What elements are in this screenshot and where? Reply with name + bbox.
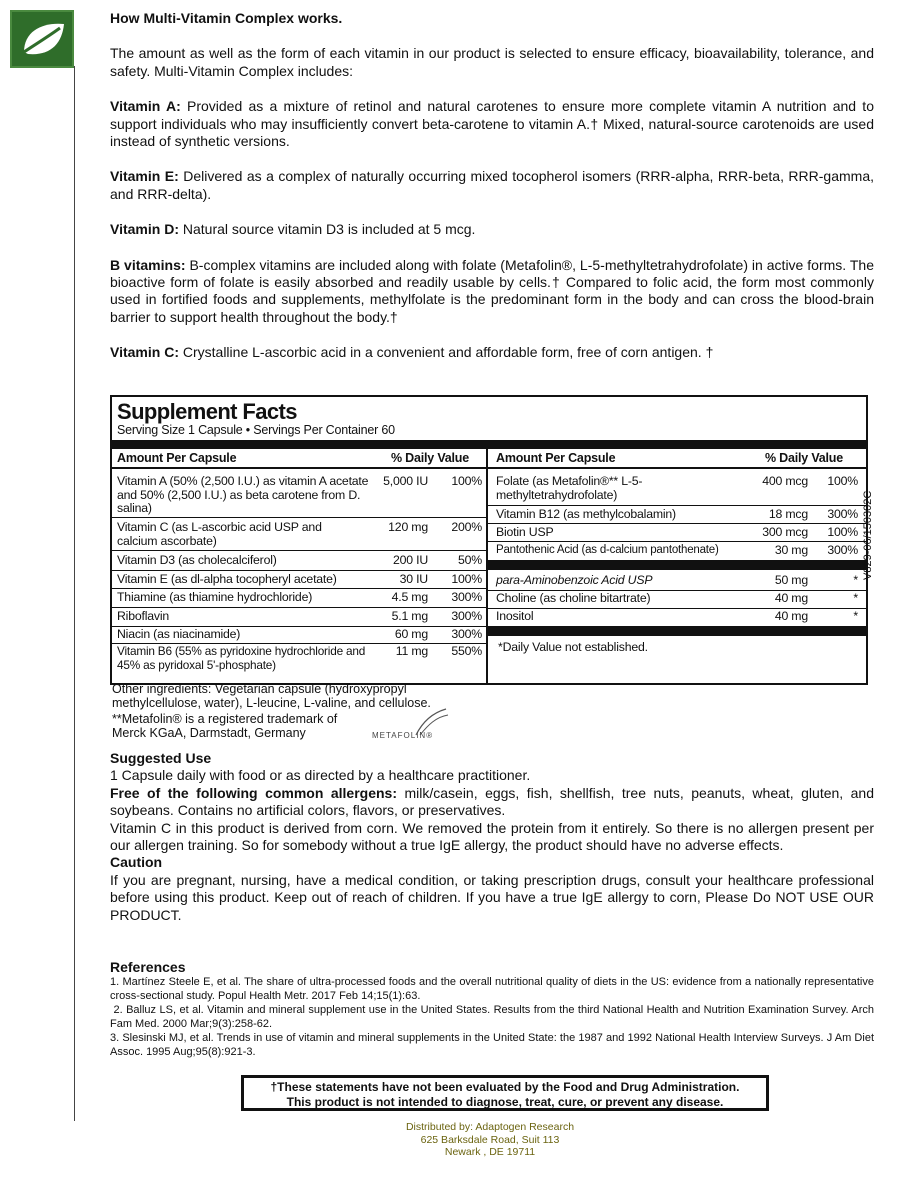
left-row-dv: 550% bbox=[451, 644, 482, 658]
left-col-amount: Amount Per Capsule bbox=[117, 451, 237, 465]
right-col-dv: % Daily Value bbox=[765, 451, 843, 465]
right-row-amount: 50 mg bbox=[774, 573, 808, 587]
right-row-amount: 18 mcg bbox=[768, 507, 808, 521]
supplement-facts-panel bbox=[110, 395, 868, 685]
left-row-name: Thiamine (as thiamine hydrochloride) bbox=[117, 590, 313, 604]
left-row-amount: 60 mg bbox=[394, 627, 428, 641]
right-row-amount: 30 mg bbox=[774, 543, 808, 557]
left-row-dv: 50% bbox=[457, 553, 482, 567]
right-row-amount: 40 mg bbox=[774, 609, 808, 623]
left-row-name: Vitamin C (as L-ascorbic acid USP and calcium ascorbate) bbox=[117, 520, 322, 548]
left-row-dv: 200% bbox=[451, 520, 482, 534]
right-row-amount: 400 mcg bbox=[762, 474, 808, 488]
right-row-name: Choline (as choline bitartrate) bbox=[496, 591, 651, 605]
brand-logo bbox=[10, 10, 74, 68]
left-rule bbox=[74, 66, 75, 1121]
left-row-amount: 5.1 mg bbox=[391, 609, 428, 623]
intro-heading: How Multi-Vitamin Complex works. bbox=[110, 10, 343, 26]
references-heading: References bbox=[110, 959, 186, 975]
other-ingredients: Other ingredients: Vegetarian capsule (hydroxypropyl methylcellulose, water), L-leucine, L-valine, and cellulose. **Metafolin® is a registered trademark of Merck KGaA, Darmstadt, Germany bbox=[112, 682, 431, 740]
b-vitamins-paragraph: B vitamins: B-complex vitamins are included along with folate (Metafolin®, L-5-methyltetrahydrofolate) in active forms. The bioactive form of folate is easily absorbed and readily usable by cells.† Compared to folic acid, the form most commonly used in fortified foods and supplements, methylfolate is the predominant form in the body and can cross the blood-brain barrier to support health throughout the body.† bbox=[110, 256, 874, 325]
right-row-name: para-Aminobenzoic Acid USP bbox=[496, 573, 653, 587]
usage-section bbox=[110, 750, 874, 924]
left-row-name: Niacin (as niacinamide) bbox=[117, 627, 241, 641]
serving-info: Serving Size 1 Capsule • Servings Per Container 60 bbox=[117, 423, 395, 437]
right-row-amount: 300 mcg bbox=[762, 525, 808, 539]
left-row-amount: 4.5 mg bbox=[391, 590, 428, 604]
facts-title: Supplement Facts bbox=[117, 399, 297, 424]
fda-disclaimer: †These statements have not been evaluated by the Food and Drug Administration. This product is not intended to diagnose, treat, cure, or prevent any disease. bbox=[241, 1075, 769, 1111]
corn-paragraph: Vitamin C in this product is derived from corn. We removed the protein from it entirely. So there is no allergen present per our allergen training. So for somebody without a true IgE allergy, the product should have no adverse effects. bbox=[110, 819, 874, 854]
left-row-name: Vitamin A (50% (2,500 I.U.) as vitamin A acetate and 50% (2,500 I.U.) as beta carotene from D. salina) bbox=[117, 474, 369, 515]
left-row-name: Vitamin D3 (as cholecalciferol) bbox=[117, 553, 277, 567]
dv-footnote: *Daily Value not established. bbox=[498, 640, 648, 654]
product-code: V829-06/150302C bbox=[862, 490, 874, 580]
right-row-name: Folate (as Metafolin®** L-5-methyltetrahydrofolate) bbox=[496, 474, 643, 502]
right-row-name: Vitamin B12 (as methylcobalamin) bbox=[496, 507, 676, 521]
right-row-name: Biotin USP bbox=[496, 525, 554, 539]
right-row-dv: * bbox=[853, 591, 858, 605]
left-row-name: Vitamin E (as dl-alpha tocopheryl acetate) bbox=[117, 572, 337, 586]
distributor-info: Distributed by: Adaptogen Research 625 Barksdale Road, Suit 113 Newark , DE 19711 bbox=[405, 1121, 575, 1158]
left-row-dv: 300% bbox=[451, 627, 482, 641]
vitamin-a-paragraph: Vitamin A: Provided as a mixture of retinol and natural carotenes to ensure more complete vitamin A nutrition and to support individuals who may insufficiently convert beta-carotene to vitamin A.† Mixed, natural-source carotenoids are used instead of synthetic versions. bbox=[110, 98, 874, 150]
right-row-dv: 300% bbox=[827, 507, 858, 521]
left-row-amount: 200 IU bbox=[392, 553, 428, 567]
vitamin-c-paragraph: Vitamin C: Crystalline L-ascorbic acid in a convenient and affordable form, free of corn antigen. † bbox=[110, 344, 714, 361]
left-row-dv: 100% bbox=[451, 474, 482, 488]
metafolin-logo: METAFOLIN® bbox=[372, 705, 452, 745]
caution-text: If you are pregnant, nursing, have a medical condition, or taking prescription drugs, consult your healthcare professional before using this product. Keep out of reach of children. If you have a true IgE allergy to corn, Please Do NOT USE OUR PRODUCT. bbox=[110, 871, 874, 923]
left-row-amount: 120 mg bbox=[388, 520, 428, 534]
right-row-dv: 300% bbox=[827, 543, 858, 557]
right-row-dv: * bbox=[853, 609, 858, 623]
references-section bbox=[110, 959, 878, 1059]
left-col-dv: % Daily Value bbox=[391, 451, 469, 465]
right-row-amount: 40 mg bbox=[774, 591, 808, 605]
reference-item: 2. Balluz LS, et al. Vitamin and mineral supplement use in the United States. Results from the third National Health and Nutrition Examination Survey. Arch Fam Med. 2000 Mar;9(3):258-62. bbox=[110, 1004, 878, 1030]
vitamin-d-paragraph: Vitamin D: Natural source vitamin D3 is included at 5 mcg. bbox=[110, 221, 476, 238]
left-row-amount: 11 mg bbox=[395, 644, 428, 658]
reference-item: 1. Martínez Steele E, et al. The share of ultra-processed foods and the overall nutritional quality of diets in the US: evidence from a nationally representative cross-sectional study. Popul Health Metr. 2017 Feb 14;15(1):63. bbox=[110, 976, 874, 1002]
right-row-name: Pantothenic Acid (as d-calcium pantothenate) bbox=[496, 544, 719, 556]
right-mid-bar bbox=[488, 560, 866, 570]
suggested-use-text: 1 Capsule daily with food or as directed by a healthcare practitioner. bbox=[110, 767, 531, 784]
suggested-use-heading: Suggested Use bbox=[110, 750, 212, 766]
left-row-name: Vitamin B6 (55% as pyridoxine hydrochloride and 45% as pyridoxal 5'-phosphate) bbox=[117, 644, 366, 672]
left-row-amount: 5,000 IU bbox=[383, 474, 428, 488]
right-col-amount: Amount Per Capsule bbox=[496, 451, 616, 465]
left-row-dv: 300% bbox=[451, 609, 482, 623]
right-row-dv: 100% bbox=[827, 525, 858, 539]
intro-section bbox=[110, 10, 874, 380]
intro-lead: The amount as well as the form of each vitamin in our product is selected to ensure efficacy, bioavailability, tolerance, and safety. Multi-Vitamin Complex includes: bbox=[110, 45, 874, 79]
allergen-paragraph: Free of the following common allergens: milk/casein, eggs, fish, shellfish, tree nuts, peanuts, wheat, gluten, and soybeans. Contains no artificial colors, flavors, or preservatives. bbox=[110, 784, 875, 819]
reference-item: 3. Slesinski MJ, et al. Trends in use of vitamin and mineral supplements in the United State: the 1987 and 1992 National Health Interview Surveys. J Am Diet Assoc. 1995 Aug;95(8):921-3. bbox=[110, 1032, 874, 1058]
left-row-dv: 100% bbox=[451, 572, 482, 586]
trademark-note: **Metafolin® is a registered trademark of Merck KGaA, Darmstadt, Germany bbox=[112, 712, 338, 740]
left-row-dv: 300% bbox=[451, 590, 482, 604]
right-row-name: Inositol bbox=[496, 609, 534, 623]
right-bottom-bar bbox=[488, 626, 866, 636]
left-row-amount: 30 IU bbox=[399, 572, 428, 586]
vitamin-e-paragraph: Vitamin E: Delivered as a complex of naturally occurring mixed tocopherol isomers (RRR-alpha, RRR-beta, RRR-gamma, and RRR-delta). bbox=[110, 168, 874, 202]
caution-heading: Caution bbox=[110, 854, 163, 871]
right-row-dv: * bbox=[853, 573, 858, 587]
right-row-dv: 100% bbox=[827, 474, 858, 488]
facts-top-bar bbox=[112, 440, 866, 449]
left-row-name: Riboflavin bbox=[117, 609, 169, 623]
